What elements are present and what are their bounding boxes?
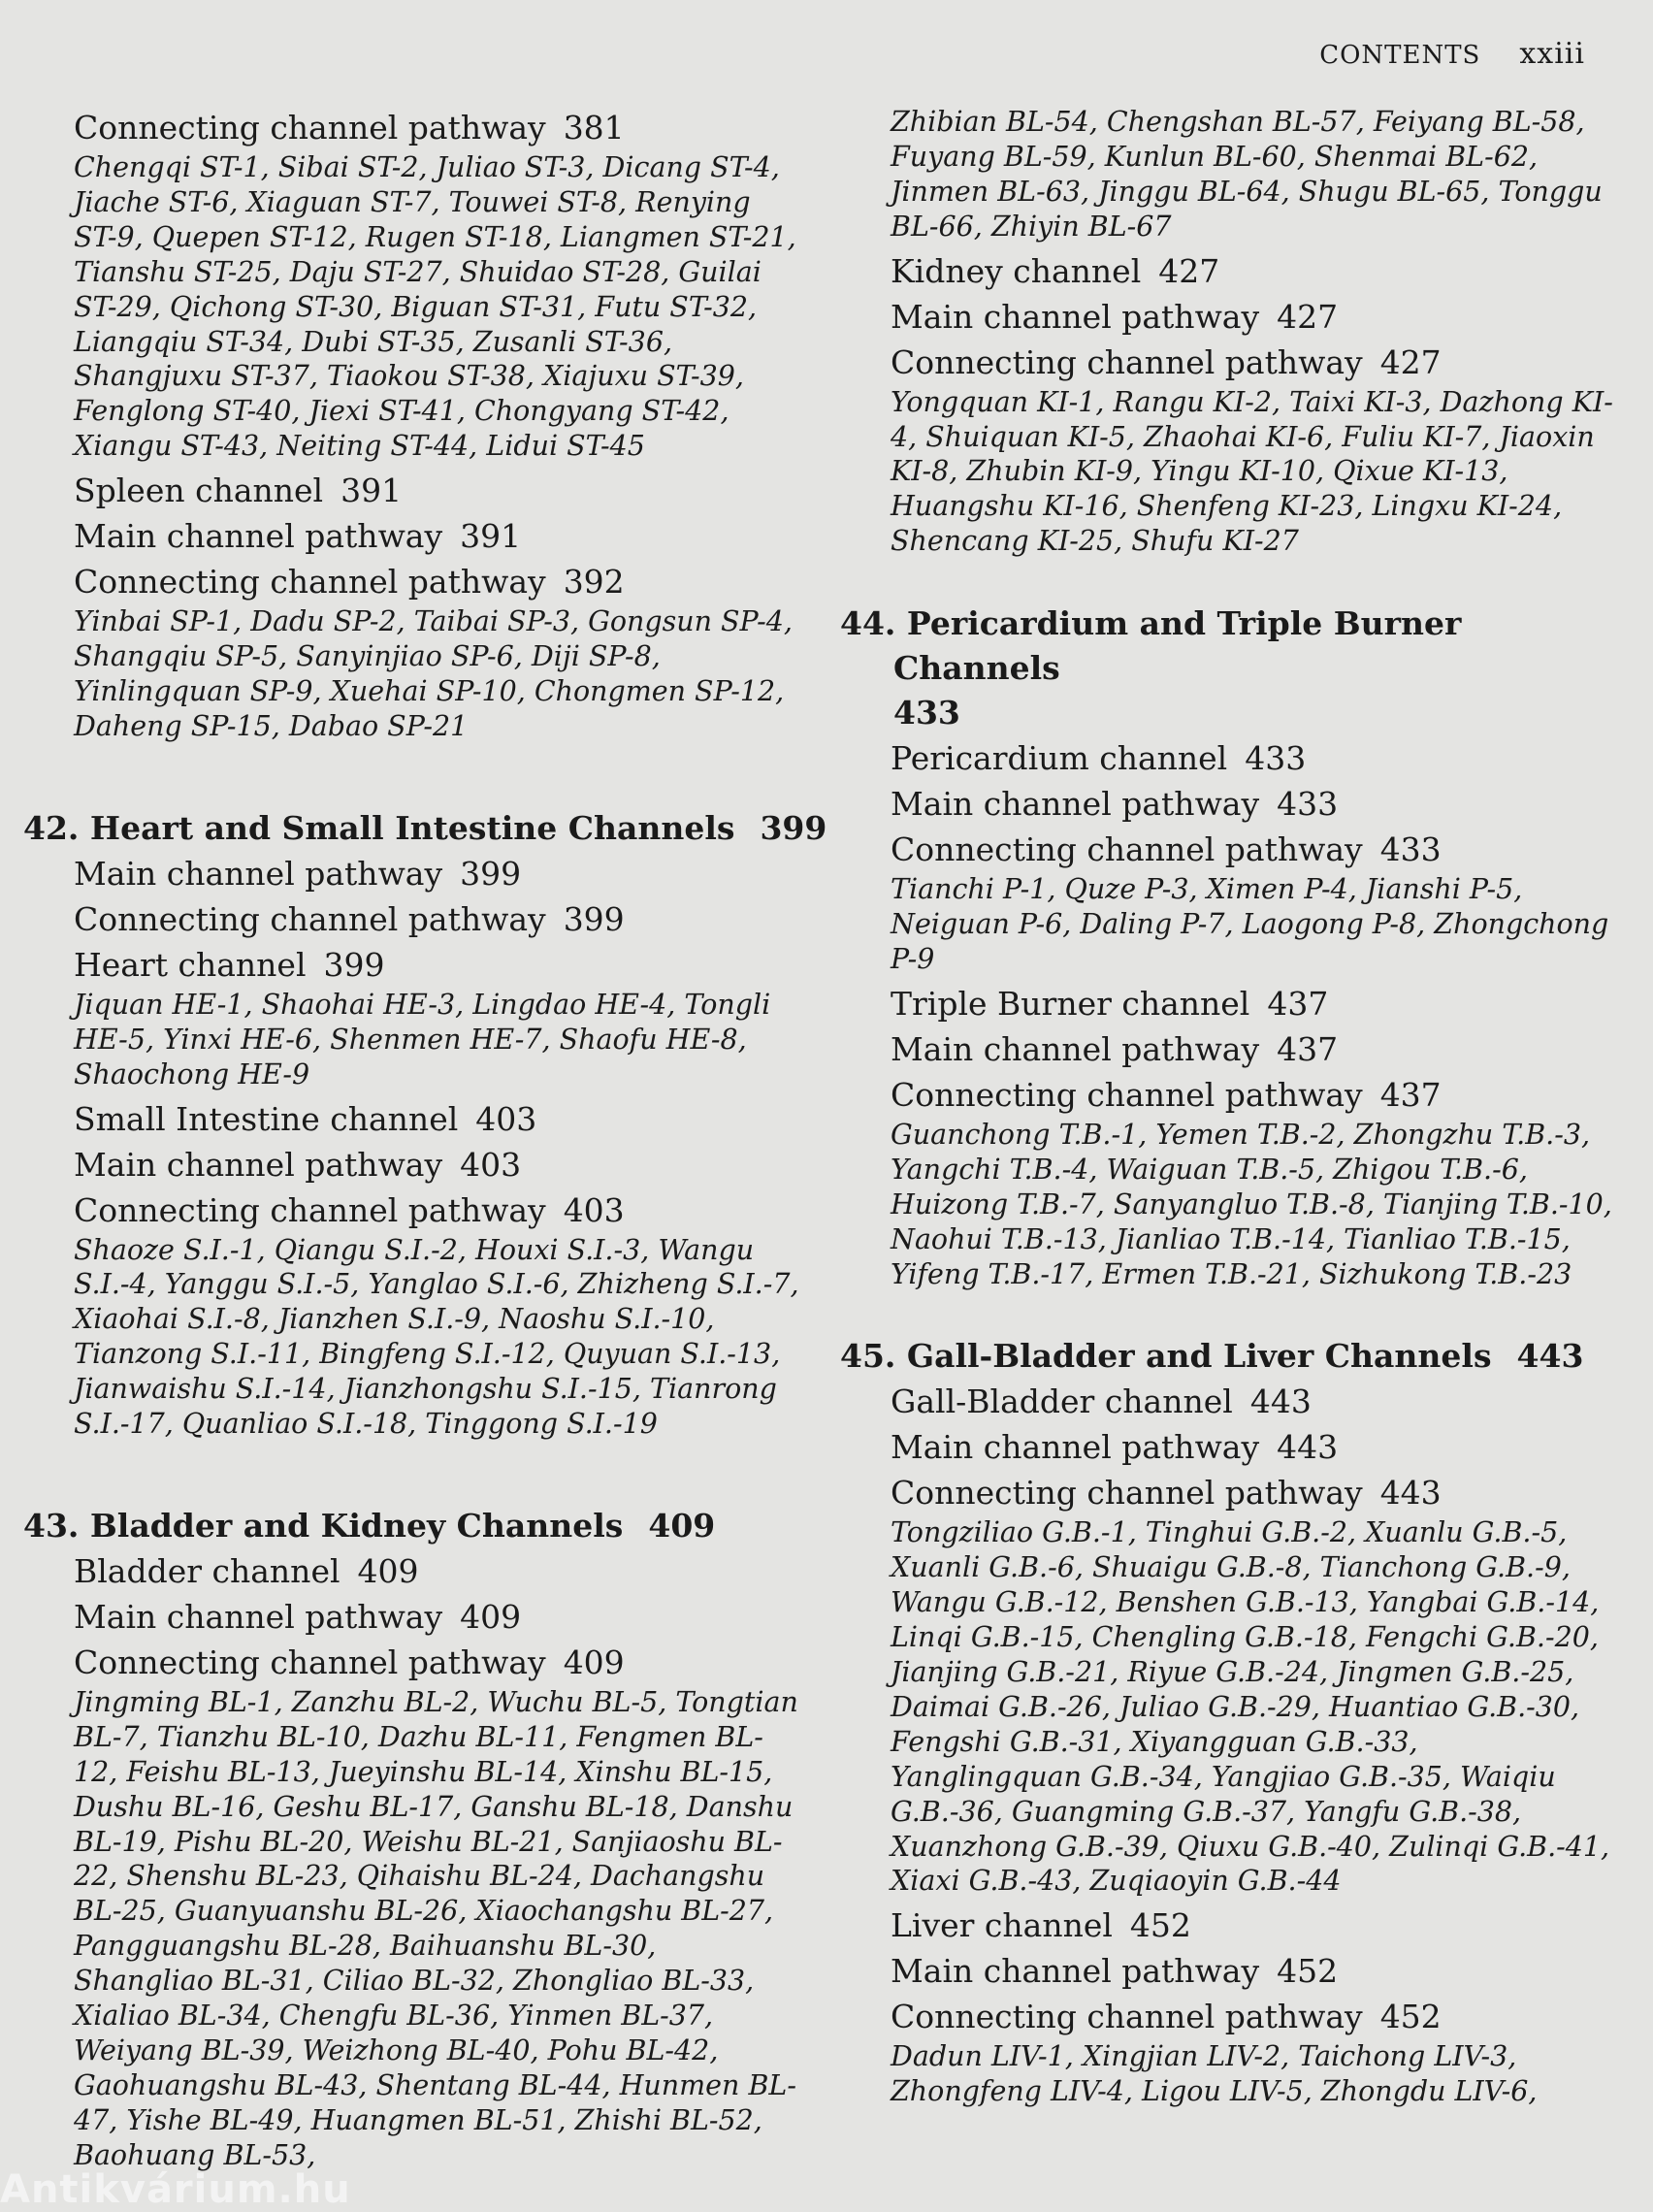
entry-label: Connecting channel pathway — [891, 1075, 1363, 1114]
entry-page-number: 409 — [648, 1506, 716, 1545]
entry-page-number: 403 — [563, 1190, 625, 1229]
entry-label: Connecting channel pathway — [74, 109, 546, 146]
entry-label: Spleen channel — [74, 472, 324, 510]
toc-entry — [891, 1948, 1616, 1994]
entry-page-number: 433 — [893, 694, 960, 732]
entry-label: Connecting channel pathway — [74, 899, 546, 938]
toc-entry — [74, 1187, 799, 1233]
entry-page-number: 399 — [460, 854, 522, 893]
entry-label: 42. Heart and Small Intestine Channels — [23, 808, 735, 847]
entry-page-number: 452 — [1129, 1906, 1191, 1945]
point-list: Shaoze S.I.-1, Qiangu S.I.-2, Houxi S.I.-3, Wangu S.I.-4, Yanggu S.I.-5, Yanglao S.I.-6, Zhizheng S.I.-7, Xiaohai S.I.-8, Jianzhen S.I.-9, Naoshu S.I.-10, Tianzong S.I.-11, Bingfeng S.I.-12, Quyuan S.I.-13, Jianwaishu S.I.-14, Jianzhongshu S.I.-15, Tianrong S.I.-17, Quanliao S.I.-18, Tinggong S.I.-19 — [74, 1233, 799, 1441]
entry-label: Connecting channel pathway — [891, 1474, 1363, 1513]
toc-entry — [891, 1026, 1616, 1072]
entry-label: Heart channel — [74, 945, 307, 984]
entry-label: Main channel pathway — [891, 1952, 1260, 1991]
entry-page-number: 427 — [1277, 297, 1339, 336]
entry-page-number: 403 — [460, 1145, 522, 1184]
entry-label: Pericardium channel — [891, 739, 1228, 778]
toc-entry — [891, 827, 1616, 872]
entry-label: Main channel pathway — [74, 1597, 443, 1636]
toc-entry — [891, 1994, 1616, 2039]
toc-entry — [891, 1072, 1616, 1118]
toc-entry — [891, 340, 1616, 385]
toc-entry — [74, 1142, 799, 1187]
chapter-heading — [23, 806, 827, 851]
chapter-heading — [23, 1504, 799, 1548]
entry-page-number: 409 — [357, 1551, 419, 1590]
toc-entry — [74, 1548, 799, 1594]
entry-page-number: 443 — [1516, 1337, 1584, 1376]
entry-page-number: 443 — [1379, 1474, 1442, 1513]
entry-page-number: 399 — [323, 945, 385, 984]
entry-label: Connecting channel pathway — [74, 1643, 546, 1681]
entry-label: Triple Burner channel — [891, 984, 1250, 1023]
toc-entry — [891, 248, 1616, 294]
entry-label: Main channel pathway — [891, 785, 1260, 824]
toc-entry — [891, 1424, 1616, 1470]
entry-page-number: 433 — [1245, 739, 1307, 778]
toc-entry — [74, 468, 799, 513]
toc-entry — [891, 781, 1616, 827]
toc-entry — [74, 513, 799, 559]
toc-entry — [74, 1096, 799, 1142]
entry-label: Main channel pathway — [74, 854, 443, 893]
entry-page-number: 392 — [563, 563, 625, 602]
point-list: Guanchong T.B.-1, Yemen T.B.-2, Zhongzhu T.B.-3, Yangchi T.B.-4, Waiguan T.B.-5, Zhigou T.B.-6, Huizong T.B.-7, Sanyangluo T.B.-8, Tianjing T.B.-10, Naohui T.B.-13, Jianliao T.B.-14, Tianliao T.B.-15, Yifeng T.B.-17, Ermen T.B.-21, Sizhukong T.B.-23 — [891, 1118, 1612, 1290]
toc-entry — [74, 851, 799, 896]
entry-label: Bladder channel — [74, 1551, 340, 1590]
toc-entry — [891, 1379, 1616, 1424]
entry-page-number: 433 — [1379, 830, 1442, 869]
entry-page-number: 427 — [1379, 342, 1442, 381]
entry-page-number: 452 — [1379, 1998, 1442, 2036]
point-list: Dadun LIV-1, Xingjian LIV-2, Taichong LIV-3, Zhongfeng LIV-4, Ligou LIV-5, Zhongdu LIV-6, — [891, 2040, 1538, 2108]
entry-label: Main channel pathway — [891, 1428, 1260, 1467]
toc-entry — [74, 942, 799, 988]
point-list: Yongquan KI-1, Rangu KI-2, Taixi KI-3, Dazhong KI-4, Shuiquan KI-5, Zhaohai KI-6, Fuliu KI-7, Jiaoxin KI-8, Zhubin KI-9, Yingu KI-10, Qixue KI-13, Huangshu KI-16, Shenfeng KI-23, Lingxu KI-24, Shencang KI-25, Shufu KI-27 — [891, 385, 1613, 558]
entry-page-number: 452 — [1277, 1952, 1339, 1991]
entry-page-number: 399 — [563, 899, 625, 938]
entry-label: Main channel pathway — [891, 1029, 1260, 1068]
entry-label: Main channel pathway — [74, 1145, 443, 1184]
toc-entry — [74, 1594, 799, 1640]
entry-page-number: 399 — [760, 808, 827, 847]
entry-page-number: 433 — [1277, 785, 1339, 824]
entry-label: Kidney channel — [891, 251, 1142, 290]
entry-label: 44. Pericardium and Triple Burner Channels — [840, 604, 1462, 688]
entry-page-number: 437 — [1277, 1029, 1339, 1068]
entry-label: Small Intestine channel — [74, 1099, 459, 1138]
page-header — [1319, 37, 1585, 71]
point-list: Zhibian BL-54, Chengshan BL-57, Feiyang BL-58, Fuyang BL-59, Kunlun BL-60, Shenmai BL-62, Jinmen BL-63, Jinggu BL-64, Shugu BL-65, Tonggu BL-66, Zhiyin BL-67 — [891, 106, 1603, 243]
point-list: Tianchi P-1, Quze P-3, Ximen P-4, Jianshi P-5, Neiguan P-6, Daling P-7, Laogong P-8, Zhongchong P-9 — [891, 873, 1609, 975]
toc-entry — [74, 1640, 799, 1685]
watermark: Antikvárium.hu — [0, 2167, 351, 2212]
entry-page-number: 437 — [1267, 984, 1329, 1023]
toc-entry — [891, 1470, 1616, 1515]
entry-label: Connecting channel pathway — [891, 342, 1363, 381]
entry-label: Main channel pathway — [891, 297, 1260, 336]
toc-entry — [891, 735, 1616, 781]
toc-entry — [74, 105, 799, 150]
toc-entry — [891, 981, 1616, 1026]
entry-page-number: 391 — [460, 517, 522, 556]
entry-page-number: 437 — [1379, 1075, 1442, 1114]
entry-page-number: 403 — [475, 1099, 537, 1138]
entry-page-number: 427 — [1158, 251, 1220, 290]
entry-page-number: 391 — [340, 472, 403, 510]
entry-label: 43. Bladder and Kidney Channels — [23, 1506, 624, 1545]
point-list: Yinbai SP-1, Dadu SP-2, Taibai SP-3, Gongsun SP-4, Shangqiu SP-5, Sanyinjiao SP-6, Diji SP-8, Yinlingquan SP-9, Xuehai SP-10, Chongmen SP-12, Daheng SP-15, Dabao SP-21 — [74, 605, 793, 742]
entry-label: Gall-Bladder channel — [891, 1382, 1233, 1421]
point-list: Jiquan HE-1, Shaohai HE-3, Lingdao HE-4, Tongli HE-5, Yinxi HE-6, Shenmen HE-7, Shaofu HE-8, Shaochong HE-9 — [74, 988, 771, 1090]
toc-entry — [891, 294, 1616, 340]
right-column — [840, 105, 1616, 2113]
entry-label: Main channel pathway — [74, 517, 443, 556]
toc-entry — [891, 1903, 1616, 1948]
entry-label: Connecting channel pathway — [891, 1998, 1363, 2036]
point-list: Tongziliao G.B.-1, Tinghui G.B.-2, Xuanlu G.B.-5, Xuanli G.B.-6, Shuaigu G.B.-8, Tianchong G.B.-9, Wangu G.B.-12, Benshen G.B.-13, Yangbai G.B.-14, Linqi G.B.-15, Chengling G.B.-18, Fengchi G.B.-20, Jianjing G.B.-21, Riyue G.B.-24, Jingmen G.B.-25, Daimai G.B.-26, Juliao G.B.-29, Huantiao G.B.-30, Fengshi G.B.-31, Xiyangguan G.B.-33, Yanglingquan G.B.-34, Yangjiao G.B.-35, Waiqiu G.B.-36, Guangming G.B.-37, Yangfu G.B.-38, Xuanzhong G.B.-39, Qiuxu G.B.-40, Zulinqi G.B.-41, Xiaxi G.B.-43, Zuqiaoyin G.B.-44 — [891, 1516, 1610, 1898]
entry-label: Connecting channel pathway — [74, 563, 546, 602]
entry-page-number: 409 — [563, 1643, 625, 1681]
entry-label: Connecting channel pathway — [74, 1190, 546, 1229]
entry-label: Liver channel — [891, 1906, 1113, 1945]
entry-page-number: 443 — [1277, 1428, 1339, 1467]
chapter-heading — [840, 602, 1616, 735]
toc-entry — [74, 896, 799, 942]
running-head: CONTENTS — [1319, 41, 1481, 70]
toc-entry — [74, 559, 799, 604]
entry-label: 45. Gall-Bladder and Liver Channels — [840, 1337, 1492, 1376]
entry-page-number: 443 — [1249, 1382, 1312, 1421]
point-list: Chengqi ST-1, Sibai ST-2, Juliao ST-3, Dicang ST-4, Jiache ST-6, Xiaguan ST-7, Touwei ST-8, Renying ST-9, Quepen ST-12, Rugen ST-18, Liangmen ST-21, Tianshu ST-25, Daju ST-27, Shuidao ST-28, Guilai ST-29, Qichong ST-30, Biguan ST-31, Futu ST-32, Liangqiu ST-34, Dubi ST-35, Zusanli ST-36, Shangjuxu ST-37, Tiaokou ST-38, Xiajuxu ST-39, Fenglong ST-40, Jiexi ST-41, Chongyang ST-42, Xiangu ST-43, Neiting ST-44, Lidui ST-45 — [74, 151, 796, 463]
chapter-heading — [840, 1334, 1616, 1379]
left-column — [23, 105, 827, 2177]
entry-page-number: 381 — [563, 109, 625, 146]
point-list: Jingming BL-1, Zanzhu BL-2, Wuchu BL-5, Tongtian BL-7, Tianzhu BL-10, Dazhu BL-11, Fengmen BL-12, Feishu BL-13, Jueyinshu BL-14, Xinshu BL-15, Dushu BL-16, Geshu BL-17, Ganshu BL-18, Danshu BL-19, Pishu BL-20, Weishu BL-21, Sanjiaoshu BL-22, Shenshu BL-23, Qihaishu BL-24, Dachangshu BL-25, Guanyuanshu BL-26, Xiaochangshu BL-27, Pangguangshu BL-28, Baihuanshu BL-30, Shangliao BL-31, Ciliao BL-32, Zhongliao BL-33, Xialiao BL-34, Chengfu BL-36, Yinmen BL-37, Weiyang BL-39, Weizhong BL-40, Pohu BL-42, Gaohuangshu BL-43, Shentang BL-44, Hunmen BL-47, Yishe BL-49, Huangmen BL-51, Zhishi BL-52, Baohuang BL-53, — [74, 1685, 798, 2171]
entry-label: Connecting channel pathway — [891, 830, 1363, 869]
page-number: xxiii — [1519, 37, 1585, 71]
entry-page-number: 409 — [460, 1597, 522, 1636]
